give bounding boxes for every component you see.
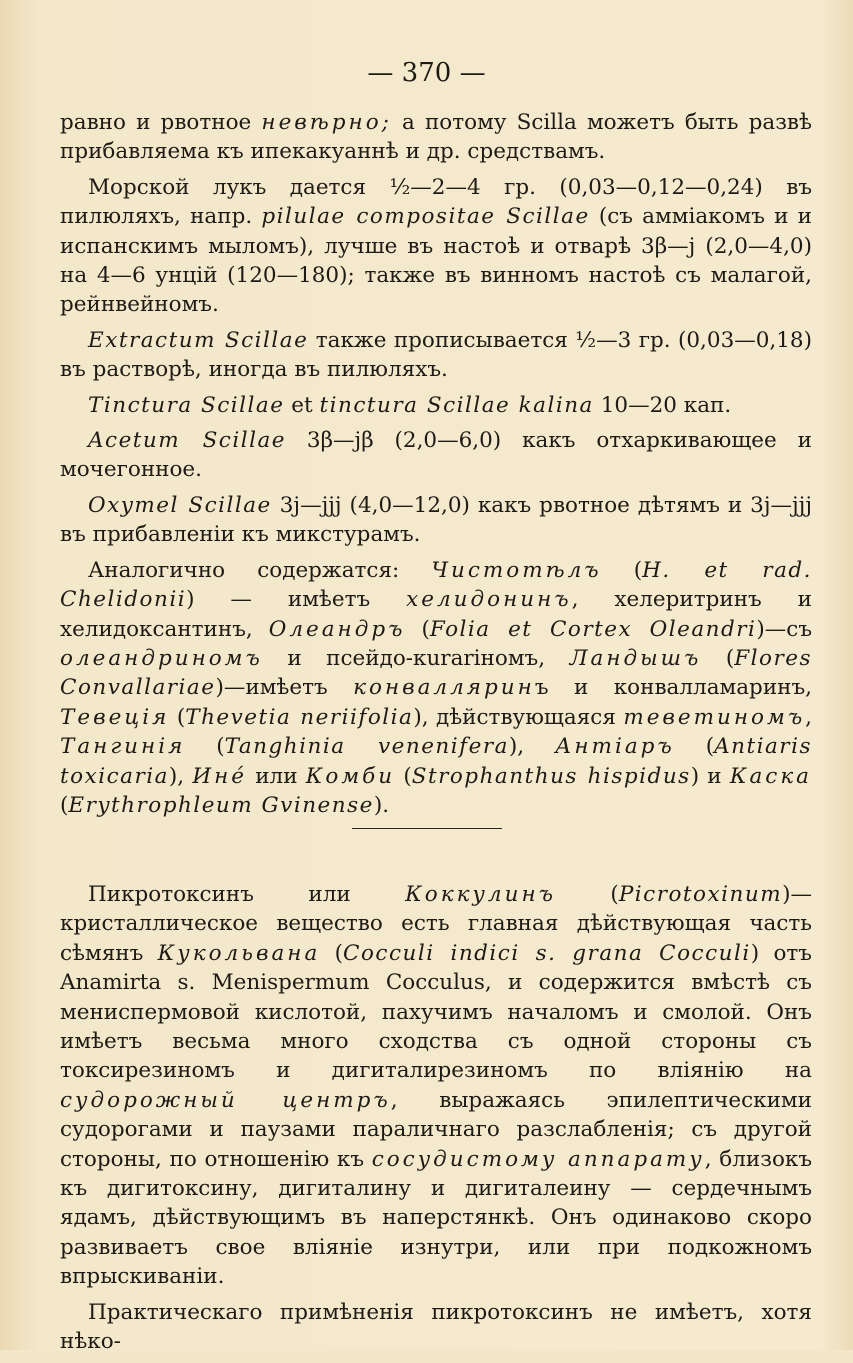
emphasis-term: Инé: [192, 763, 247, 789]
text-run: (съ амміакомъ и и испанскимъ мыломъ), лучше въ настоѣ и отварѣ 3β—j (2,0—4,0) на 4—6 унцій (120—180); также въ винномъ настоѣ съ малагой, рейнвейномъ.: [60, 204, 812, 318]
text-run: )—имѣетъ: [215, 675, 354, 701]
text-run: и псейдо-кurariномъ,: [262, 645, 570, 671]
text-run: (: [395, 763, 412, 789]
page-number: — 370 —: [367, 58, 486, 88]
emphasis-term: Каска: [729, 763, 812, 789]
latin-term: Oxymel Scillae: [88, 492, 272, 518]
latin-term: Tanghinia venenifera: [224, 734, 509, 760]
paragraph: [60, 1298, 812, 1357]
text-run: (: [674, 734, 715, 760]
paragraph: [60, 556, 812, 821]
text-run: et: [284, 392, 320, 418]
latin-term: Picrotoxinum: [618, 882, 783, 907]
text-run: ).: [373, 792, 390, 818]
latin-term: Acetum Scillae: [88, 428, 287, 454]
paragraph: [60, 880, 812, 1292]
text-run: а потому Scilla можетъ быть развѣ прибавляема къ ипекакуаннѣ и др. средствамъ.: [60, 110, 812, 165]
emphasis-term: хелидонинъ: [406, 587, 572, 613]
latin-term: Folia et Cortex Oleandri: [429, 616, 757, 642]
text-run: 10—20 кап.: [593, 392, 732, 418]
text-run: ), дѣйствующаяся: [413, 704, 624, 730]
text-run: Морской лукъ дается ½—2—4 гр. (0,03—0,12—0,24) въ пилюляхъ, напр.: [60, 174, 812, 230]
paragraph: [60, 173, 812, 320]
emphasis-term: олеандриномъ: [60, 645, 263, 671]
text-run: равно и рвотное: [60, 110, 262, 135]
latin-term: Erythrophleum Gvinense: [68, 792, 374, 818]
latin-term: Extractum Scillae: [88, 327, 309, 353]
emphasis-term: Ландышъ: [569, 645, 702, 671]
text-run: ) отъ Anamirta s. Menispermum Cocculus, и содержится вмѣстѣ съ мениспермовой кислотой, пахучимъ началомъ и смолой. Онъ имѣетъ весьма много сходства съ одной стороны съ токсирезиномъ и дигиталирезиномъ по вліянію на: [60, 940, 812, 1084]
text-run: 3j—jjj (4,0—12,0) какъ рвотное дѣтямъ и 3j—jjj въ прибавленіи къ микстурамъ.: [60, 492, 812, 548]
emphasis-term: судорожный центръ: [60, 1087, 391, 1113]
latin-term: Tinctura Scillae: [88, 392, 285, 418]
text-run: ъ и конвалламаринъ,: [534, 675, 812, 701]
text-run: или: [247, 763, 306, 789]
paragraph: [60, 326, 812, 385]
text-run: Аналогично содержатся:: [88, 557, 432, 583]
paragraph: [60, 391, 812, 420]
text-run: Практическаго примѣненія пикротоксинъ не имѣетъ, хотя нѣко-: [60, 1299, 812, 1355]
text-run: (: [169, 704, 186, 730]
text-run: Пикротоксинъ или: [88, 882, 406, 907]
text-run: )—кристаллическое вещество есть главная дѣйствующая часть сѣмянъ: [60, 882, 812, 966]
text-run: , выражаясь эпилептическими судорогами и паузами параличнаго разслабленія; съ другой стороны, по отношенію къ: [60, 1087, 812, 1172]
text-run: (: [60, 792, 69, 818]
emphasis-term: Антiаръ: [555, 734, 675, 760]
latin-term: H. et rad. Chelidonii: [60, 557, 812, 613]
emphasis-term: Кукольвана: [157, 940, 321, 966]
latin-term: tinctura Scillae kalina: [319, 392, 594, 418]
text-run: ,: [805, 704, 812, 730]
text-block-picrotoxin: [60, 880, 812, 1363]
text-run: ) — имѣетъ: [186, 587, 407, 613]
text-run: ),: [508, 734, 556, 760]
emphasis-term: Комби: [305, 763, 396, 789]
paragraph: [60, 491, 812, 550]
text-run: (: [185, 734, 225, 760]
emphasis-term: Чистотѣлъ: [431, 557, 602, 583]
emphasis-term: Тевецiя: [60, 704, 170, 730]
text-run: (: [601, 557, 643, 583]
latin-term: Flores Convallariae: [60, 645, 812, 701]
text-run: , хелеритринъ и хелидоксантинъ,: [60, 587, 812, 642]
text-run: (: [701, 645, 735, 671]
latin-term: pilulae compositae Scillae: [261, 204, 590, 230]
text-run: (: [555, 882, 619, 907]
emphasis-term: Тангинія: [60, 734, 186, 760]
latin-term: Cocculi indici s. grana Cocculi: [343, 940, 751, 966]
emphasis-term: сосудистому аппарату: [371, 1146, 705, 1172]
emphasis-term: Коккулинъ: [405, 882, 556, 907]
emphasis-term: конваллярин: [353, 675, 535, 701]
emphasis-term: невѣрно;: [261, 110, 392, 135]
latin-term: Antiaris toxicaria: [60, 734, 812, 789]
paragraph: [60, 426, 812, 485]
latin-term: Strophanthus hispidus: [411, 763, 691, 789]
text-block-scilla: [60, 108, 812, 826]
text-run: )—съ: [756, 616, 813, 642]
section-divider: [352, 828, 502, 829]
emphasis-term: теветиномъ: [623, 704, 806, 730]
text-run: (: [405, 616, 430, 642]
text-run: , близокъ къ дигитоксину, дигиталину и дигиталеину — сердечнымъ ядамъ, дѣйствующимъ въ наперстянкѣ. Онъ одинаково скоро развиваетъ свое вліяніе изнутри, или при подкожномъ впрыскиваніи.: [60, 1146, 813, 1290]
text-run: ) и: [690, 763, 730, 789]
latin-term: Thevetia neriifolia: [185, 704, 414, 730]
text-run: ),: [168, 763, 193, 789]
paragraph: [60, 108, 812, 167]
text-run: (: [320, 940, 344, 966]
emphasis-term: Олеандръ: [268, 616, 406, 642]
text-run: 3β—jβ (2,0—6,0) какъ отхаркивающее и мочегонное.: [60, 428, 812, 483]
text-run: также прописывается ½—3 гр. (0,03—0,18) въ растворѣ, иногда въ пилюляхъ.: [60, 327, 813, 383]
